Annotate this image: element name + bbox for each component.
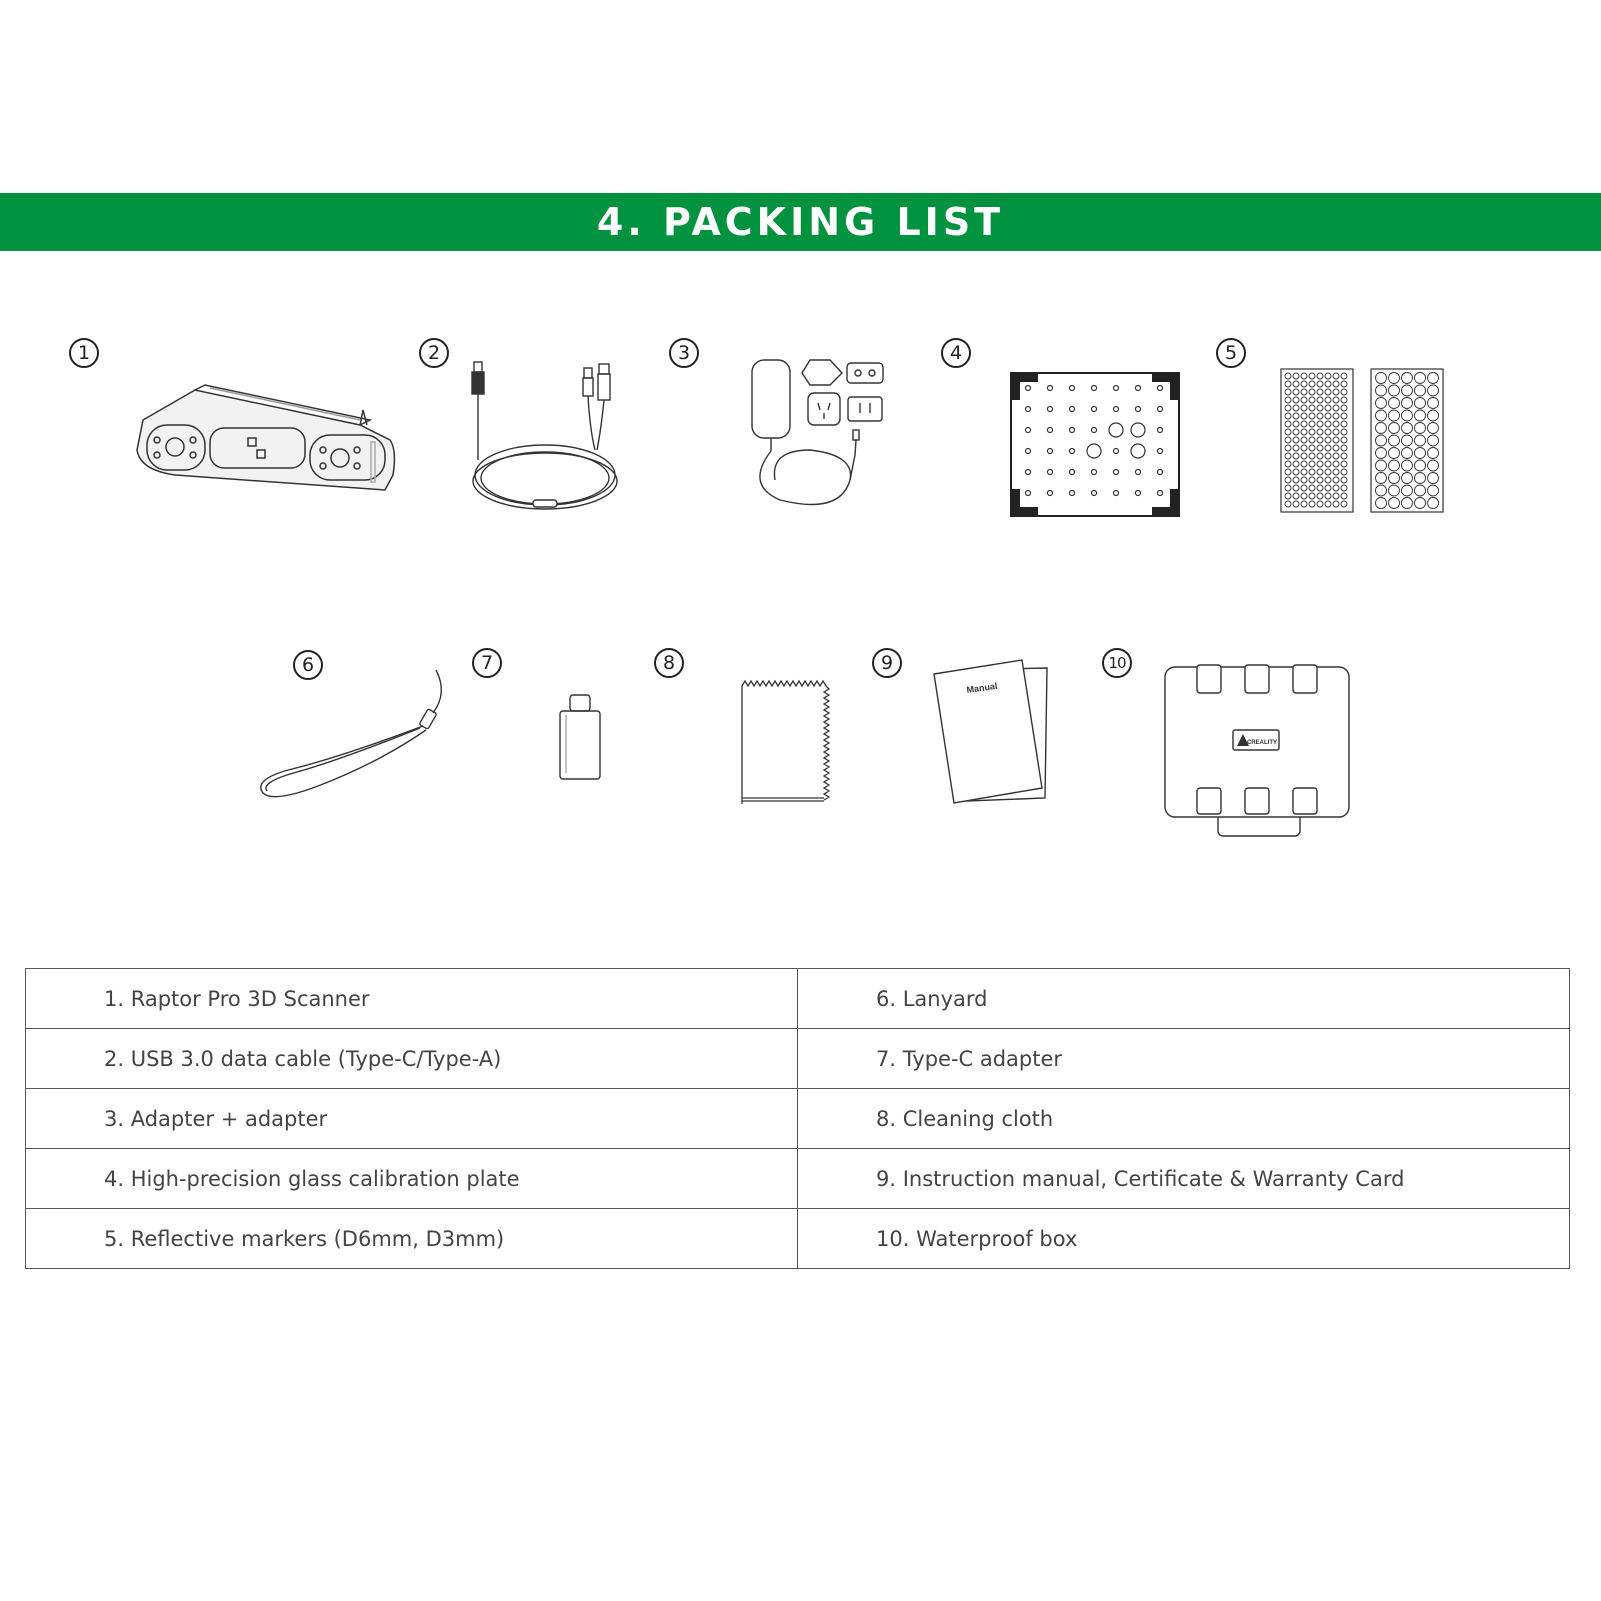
reflective-markers-illustration xyxy=(1280,368,1445,513)
item-number-8: 8 xyxy=(654,648,684,678)
manual-label: Manual xyxy=(965,680,998,695)
table-cell: 10. Waterproof box xyxy=(798,1209,1570,1269)
item-number-5: 5 xyxy=(1216,338,1246,368)
calibration-plate-illustration xyxy=(1010,372,1180,517)
table-row xyxy=(26,1029,1570,1089)
item-number-9: 9 xyxy=(872,648,902,678)
manual-illustration xyxy=(932,658,1052,808)
item-number-2: 2 xyxy=(419,338,449,368)
table-row xyxy=(26,1149,1570,1209)
table-cell: 2. USB 3.0 data cable (Type-C/Type-A) xyxy=(26,1029,798,1089)
table-cell: 3. Adapter + adapter xyxy=(26,1089,798,1149)
table-row xyxy=(26,1209,1570,1269)
table-row xyxy=(26,1089,1570,1149)
table-row xyxy=(26,969,1570,1029)
box-logo-text: CREALITY xyxy=(1247,740,1277,746)
power-adapter-illustration xyxy=(750,355,900,520)
table-cell: 4. High-precision glass calibration plate xyxy=(26,1149,798,1209)
usb-cable-illustration xyxy=(465,360,625,520)
packing-list-table xyxy=(25,968,1570,1269)
section-title: 4. PACKING LIST xyxy=(596,200,1005,244)
section-banner xyxy=(0,193,1601,251)
lanyard-illustration xyxy=(258,668,448,803)
type-c-adapter-illustration xyxy=(558,693,603,783)
item-number-3: 3 xyxy=(669,338,699,368)
item-number-4: 4 xyxy=(941,338,971,368)
table-cell: 5. Reflective markers (D6mm, D3mm) xyxy=(26,1209,798,1269)
table-cell: 6. Lanyard xyxy=(798,969,1570,1029)
table-cell: 8. Cleaning cloth xyxy=(798,1089,1570,1149)
waterproof-box-illustration xyxy=(1163,662,1353,842)
scanner-illustration xyxy=(135,380,400,500)
table-cell: 9. Instruction manual, Certificate & Warranty Card xyxy=(798,1149,1570,1209)
item-number-1: 1 xyxy=(69,338,99,368)
cleaning-cloth-illustration xyxy=(740,680,830,810)
item-number-6: 6 xyxy=(293,650,323,680)
table-cell: 7. Type-C adapter xyxy=(798,1029,1570,1089)
table-cell: 1. Raptor Pro 3D Scanner xyxy=(26,969,798,1029)
item-number-10: 10 xyxy=(1102,648,1132,678)
item-number-7: 7 xyxy=(472,648,502,678)
